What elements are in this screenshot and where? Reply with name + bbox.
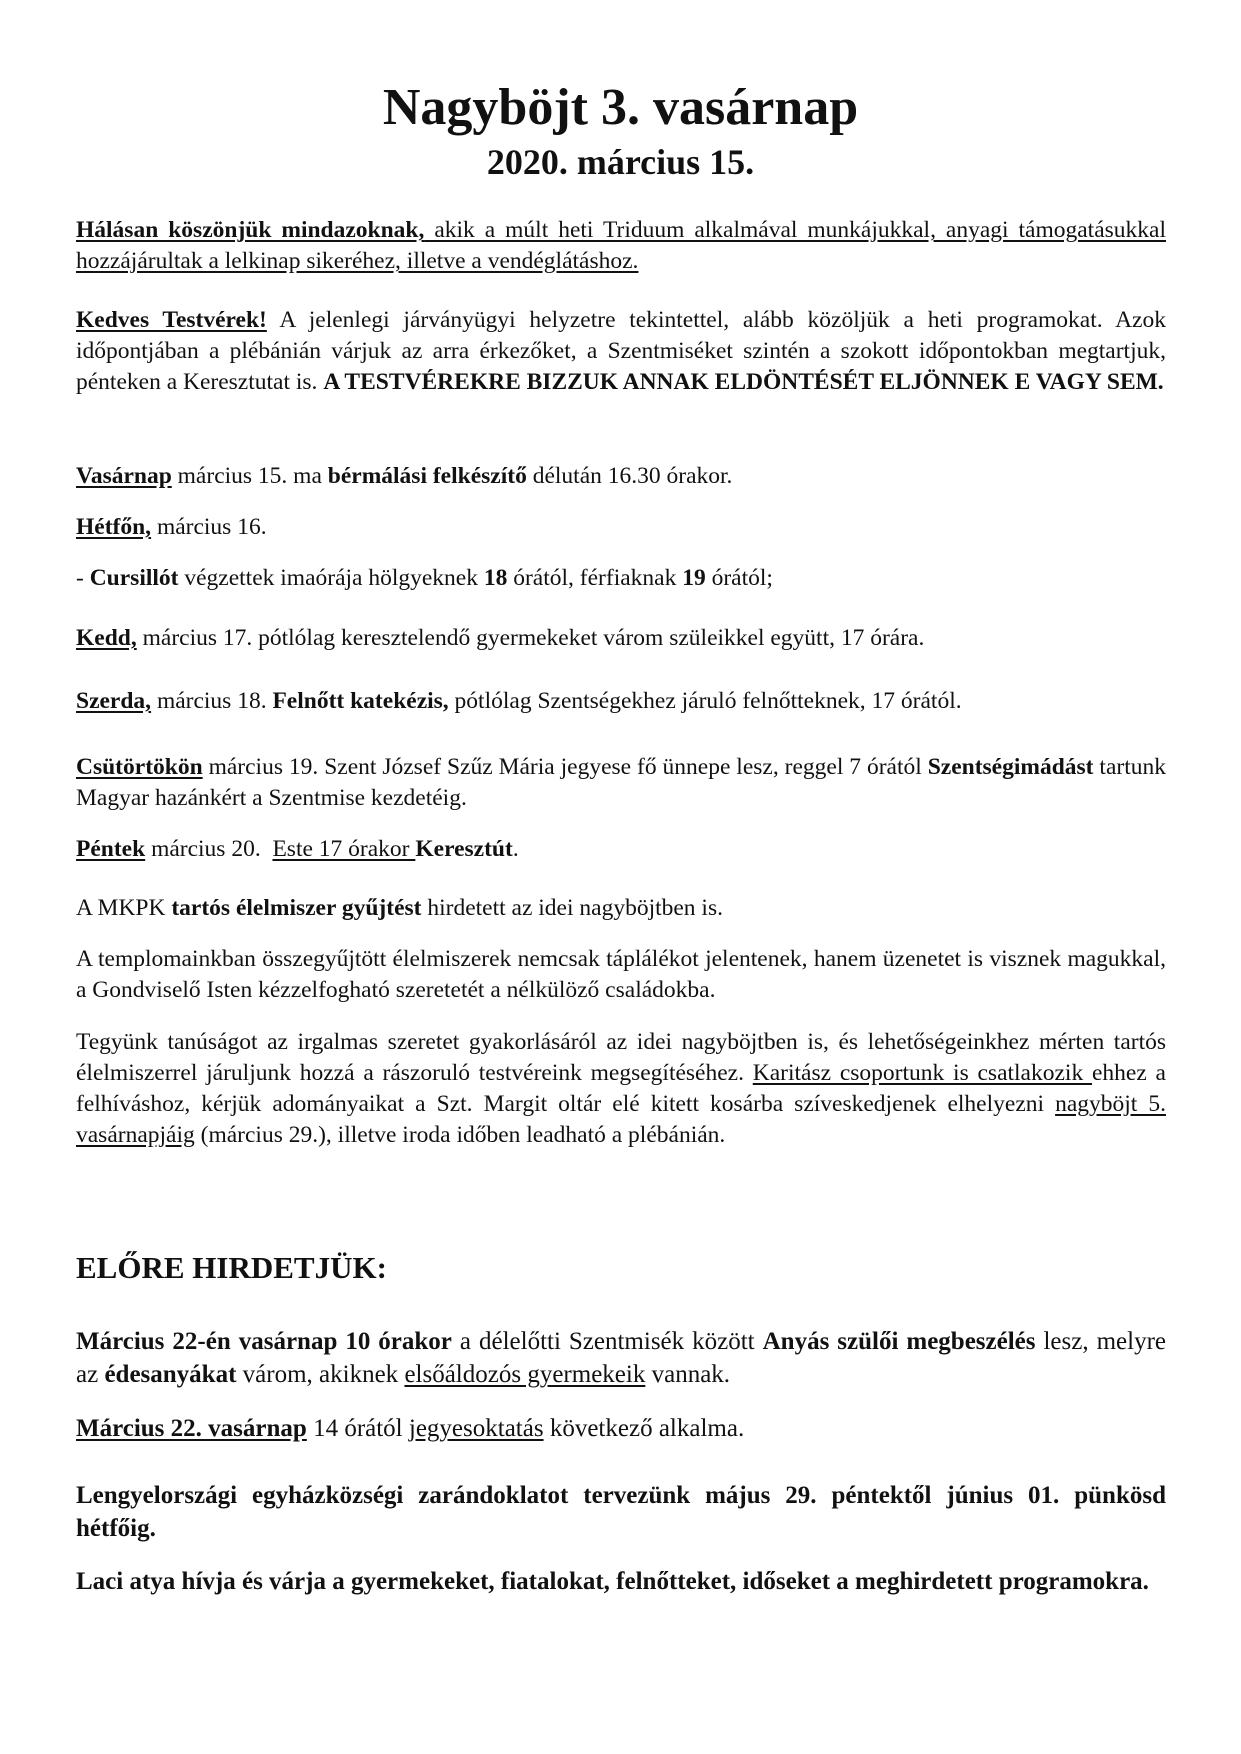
- paragraph-text: ehhez a felhíváshoz, kérjük adományaikat a Szt. Margit oltár elé kitett kosárba szíveskedjenek elhelyezni: [76, 1060, 1166, 1117]
- schedule-text: március 19. Szent József Szűz Mária jegyese fő ünnepe lesz, reggel 7 órától: [202, 754, 928, 780]
- intro-text: A jelenlegi járványügyi helyzetre tekintettel, alább közöljük a heti programokat. Azok időpontjában a plébánián várjuk az arra érkezőket, a Szentmiséket szintén a szokott időpontokban megtartjuk, pénteken a Keresztutat is.: [76, 307, 1166, 395]
- day-label: Vasárnap: [76, 463, 172, 489]
- announcement-text: lesz, melyre az: [76, 1328, 1166, 1388]
- schedule-sunday: [76, 461, 1166, 492]
- schedule-thursday: [76, 752, 1166, 814]
- schedule-text: végzettek imaórája hölgyeknek: [178, 565, 484, 591]
- paragraph-highlight: tartós élelmiszer gyűjtést: [171, 895, 422, 921]
- intro-paragraph: [76, 305, 1166, 398]
- upcoming-invitation: Laci atya hívja és várja a gyermekeket, fiatalokat, felnőtteket, időseket a meghirdetett programokra.: [76, 1568, 1149, 1595]
- upcoming-marriage-course: [76, 1412, 1166, 1445]
- schedule-tuesday: [76, 623, 1166, 654]
- day-label: Csütörtökön: [76, 754, 203, 780]
- upcoming-mothers-meeting: [76, 1325, 1166, 1391]
- announcement-text: vannak.: [645, 1361, 731, 1388]
- schedule-time: Este 17 órakor: [272, 836, 416, 862]
- schedule-highlight: Felnőtt katekézis,: [272, 688, 449, 714]
- announcement-underlined: elsőáldozós gyermekeik: [404, 1361, 646, 1388]
- announcement-text: 14 órától: [306, 1415, 409, 1442]
- paragraph-text: Tegyünk tanúságot az irgalmas szeretet gyakorlásáról az idei nagyböjtben is, és lehetőségeinkhez mérten tartós élelmiszerrel járuljunk hozzá a rászoruló testvéreink megsegítéséhez.: [76, 1029, 1166, 1086]
- schedule-monday: [76, 512, 1166, 543]
- upcoming-pilgrimage: Lengyelországi egyházközségi zarándoklatot tervezünk május 29. péntektől június 01. pünkösd hétfőig.: [76, 1482, 1166, 1542]
- section-heading: ELŐRE HIRDETJÜK:: [76, 1250, 387, 1285]
- paragraph-text: (március 29.), illetve iroda időben leadható a plébánián.: [194, 1122, 726, 1148]
- announcement-underlined: jegyesoktatás: [408, 1415, 544, 1442]
- schedule-text: tartunk Magyar hazánkért a Szentmise kezdetéig.: [76, 754, 1166, 811]
- schedule-text: pótlólag Szentségekhez járuló felnőtteknek, 17 órától.: [448, 688, 962, 714]
- dash: -: [76, 565, 90, 591]
- schedule-highlight: Keresztút: [415, 836, 513, 862]
- schedule-friday: [76, 834, 1166, 865]
- announcement-highlight: Anyás szülői megbeszélés: [762, 1328, 1036, 1355]
- schedule-highlight: Cursillót: [89, 565, 179, 591]
- schedule-text: délután 16.30 órakor.: [526, 463, 733, 489]
- schedule-text: március 17. pótlólag keresztelendő gyermekeket várom szüleikkel együtt, 17 órára.: [136, 625, 925, 651]
- food-drive-intro: [76, 893, 1166, 924]
- paragraph-underlined: nagyböjt 5. vasárnapjáig: [76, 1091, 1166, 1148]
- schedule-wednesday: [76, 686, 1166, 717]
- schedule-highlight: 18: [483, 565, 508, 591]
- thanks-lead: Hálásan köszönjük mindazoknak,: [76, 217, 425, 243]
- day-label: Hétfőn,: [76, 514, 152, 540]
- schedule-text: március 15. ma: [171, 463, 328, 489]
- day-label: Kedd,: [76, 625, 137, 651]
- schedule-text: március 20.: [145, 836, 273, 862]
- schedule-monday-item: [76, 563, 1166, 594]
- schedule-text: március 16.: [151, 514, 267, 540]
- page-title: Nagyböjt 3. vasárnap: [382, 79, 859, 136]
- schedule-text: órától;: [705, 565, 773, 591]
- intro-emphasis: A TESTVÉREKRE BIZZUK ANNAK ELDÖNTÉSÉT ELJÖNNEK E VAGY SEM.: [323, 369, 1164, 395]
- day-label: Szerda,: [76, 688, 152, 714]
- paragraph-text: A MKPK: [76, 895, 172, 921]
- announcement-highlight: Március 22-én vasárnap 10 órakor: [76, 1328, 452, 1355]
- paragraph-underlined: Karitász csoportunk is csatlakozik: [752, 1060, 1092, 1086]
- intro-lead: Kedves Testvérek!: [76, 307, 267, 333]
- thanks-text: akik a múlt heti Triduum alkalmával munkájukkal, anyagi támogatásukkal hozzájárultak a lelkinap sikeréhez, illetve a vendéglátáshoz.: [76, 217, 1166, 274]
- announcement-text: várom, akiknek: [236, 1361, 405, 1388]
- schedule-highlight: bérmálási felkészítő: [327, 463, 527, 489]
- thanks-paragraph: [76, 215, 1166, 277]
- schedule-highlight: 19: [682, 565, 706, 591]
- announcement-highlight: édesanyákat: [104, 1361, 237, 1388]
- paragraph-text: hirdetett az idei nagyböjtben is.: [421, 895, 723, 921]
- announcement-text: következő alkalma.: [543, 1415, 745, 1442]
- announcement-text: a délelőtti Szentmisék között: [451, 1328, 763, 1355]
- day-label: Péntek: [76, 836, 146, 862]
- schedule-highlight: Szentségimádást: [927, 754, 1094, 780]
- announcement-highlight: Március 22. vasárnap: [76, 1415, 307, 1442]
- schedule-text: március 18.: [151, 688, 273, 714]
- page-date: 2020. március 15.: [486, 142, 755, 182]
- schedule-text: .: [512, 836, 519, 862]
- food-drive-appeal: [76, 1027, 1166, 1151]
- food-drive-message: A templomainkban összegyűjtött élelmiszerek nemcsak táplálékot jelentenek, hanem üzenetet is visznek magukkal, a Gondviselő Isten kézzelfogható szeretetét a nélkülöző családokba.: [76, 946, 1166, 1003]
- schedule-text: órától, férfiaknak: [507, 565, 683, 591]
